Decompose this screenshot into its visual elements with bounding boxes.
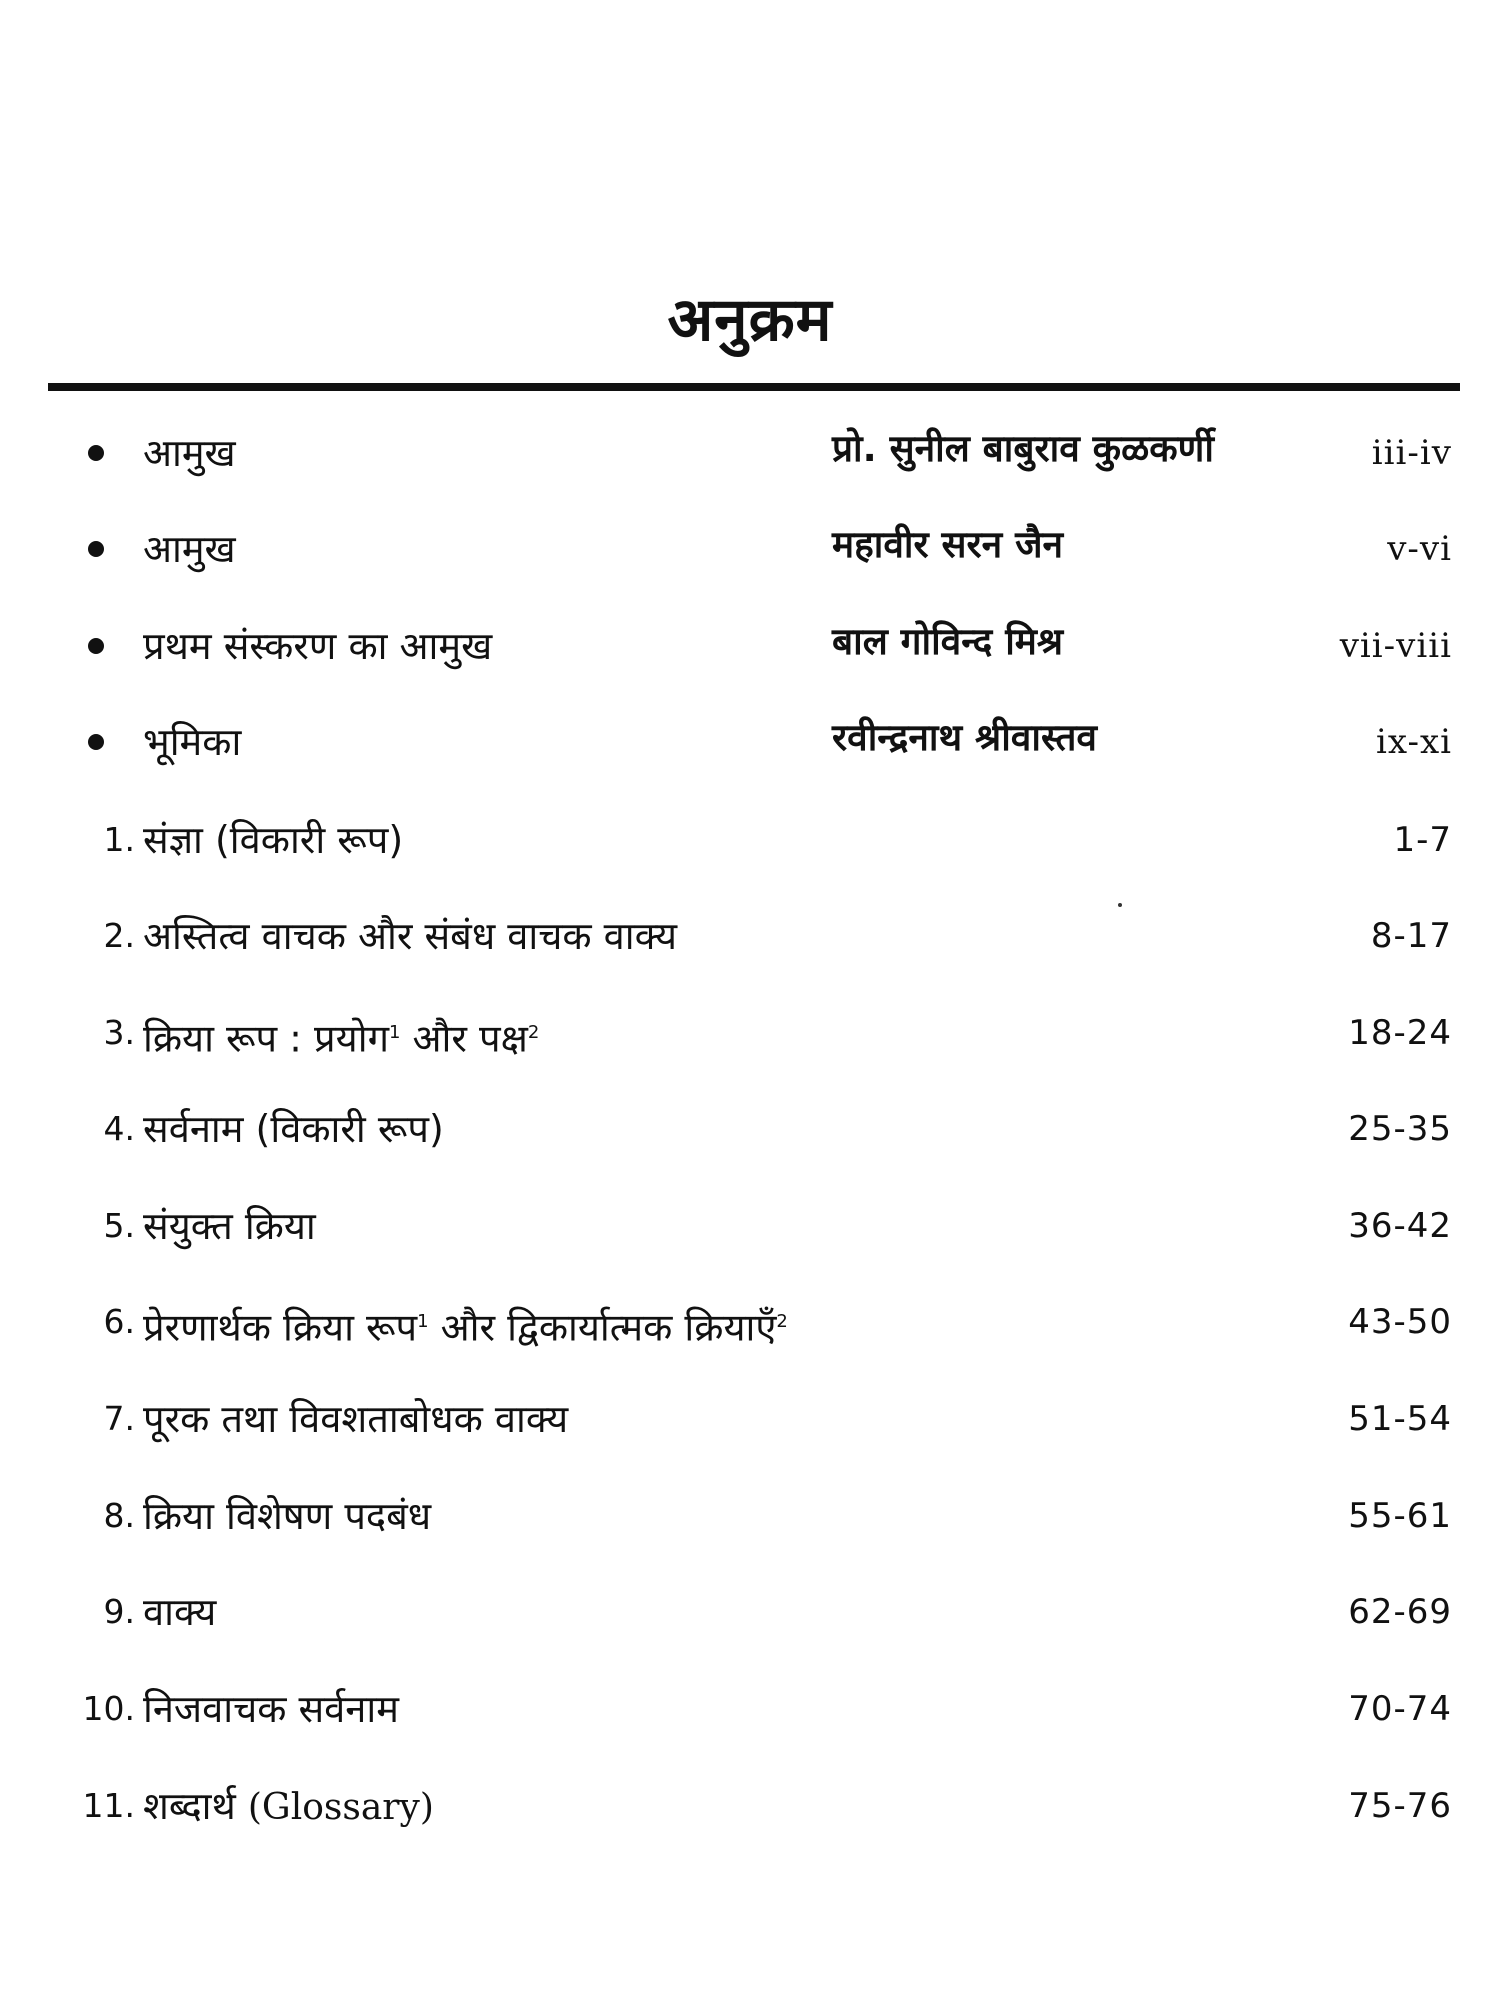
chapter-number: 9. [103,1592,135,1631]
chapter-entry[interactable] [0,1771,1500,1841]
chapter-title-text: क्रिया रूप : प्रयोग [143,1016,389,1061]
chapter-number: 6. [103,1302,135,1341]
chapter-entry[interactable] [0,1674,1500,1744]
chapter-entry[interactable] [0,1287,1500,1357]
page-range: 75-76 [1348,1786,1452,1826]
page-range: 51-54 [1348,1399,1452,1439]
page-range: 55-61 [1348,1496,1452,1536]
footnote-marker: 1 [388,1022,401,1043]
chapter-title: सर्वनाम (विकारी रूप) [143,1107,444,1151]
chapter-entry[interactable] [0,901,1500,971]
entry-author: प्रो. सुनील बाबुराव कुळकर्णी [832,427,1214,470]
chapter-title [143,1006,539,1066]
entry-title: प्रथम संस्करण का आमुख [143,624,493,668]
chapter-number: 10. [82,1689,135,1728]
page-range: iii-iv [1371,433,1452,473]
page-range: 62-69 [1348,1592,1452,1632]
chapter-title [143,1779,434,1835]
chapter-entry[interactable] [0,1577,1500,1647]
chapter-title-text: प्रेरणार्थक क्रिया रूप [143,1305,418,1350]
chapter-title: निजवाचक सर्वनाम [143,1687,399,1731]
title-rule [48,383,1460,391]
page-title: अनुक्रम [667,285,833,355]
chapter-title-text: शब्दार्थ [143,1784,248,1828]
chapter-title: संज्ञा (विकारी रूप) [143,818,404,862]
entry-author: बाल गोविन्द मिश्र [832,620,1064,663]
foreword-entry[interactable] [0,707,1500,777]
footnote-marker: 1 [417,1311,429,1332]
chapter-entry[interactable] [0,805,1500,875]
chapter-entry[interactable] [0,1191,1500,1261]
page-range: 25-35 [1348,1109,1452,1149]
chapter-number: 11. [82,1786,135,1825]
chapter-entry[interactable] [0,1384,1500,1454]
foreword-entry[interactable] [0,611,1500,681]
page-range: 70-74 [1348,1689,1452,1729]
chapter-title: संयुक्त क्रिया [143,1204,316,1248]
page-range: v-vi [1387,529,1452,569]
chapter-number: 4. [103,1109,135,1148]
chapter-number: 5. [103,1206,135,1245]
chapter-entry[interactable] [0,998,1500,1068]
chapter-entry[interactable] [0,1094,1500,1164]
chapter-number: 7. [103,1399,135,1438]
page-range: 18-24 [1348,1013,1452,1053]
chapter-number: 8. [103,1496,135,1535]
bullet-icon [88,734,104,750]
page-range: ix-xi [1376,722,1452,762]
foreword-entry[interactable] [0,514,1500,584]
chapter-title-text: और पक्ष [400,1016,528,1061]
footnote-marker: 2 [776,1311,788,1332]
entry-title: आमुख [143,527,236,571]
bullet-icon [88,638,104,654]
chapter-title: अस्तित्व वाचक और संबंध वाचक वाक्य [143,914,677,958]
chapter-title [143,1295,788,1355]
chapter-title-latin: (Glossary) [247,1787,434,1828]
chapter-title: पूरक तथा विवशताबोधक वाक्य [143,1397,569,1441]
bullet-icon [88,541,104,557]
bullet-icon [88,445,104,461]
page-range: 36-42 [1348,1206,1452,1246]
chapter-number: 2. [103,916,135,955]
entry-author: रवीन्द्रनाथ श्रीवास्तव [832,716,1097,759]
page-range: 8-17 [1370,916,1452,956]
page-range: 43-50 [1348,1302,1452,1342]
chapter-title: क्रिया विशेषण पदबंध [143,1494,432,1538]
entry-title: आमुख [143,431,236,475]
chapter-entry[interactable] [0,1481,1500,1551]
footnote-marker: 2 [527,1022,540,1043]
chapter-title-text: और द्विकार्यात्मक क्रियाएँ [428,1305,777,1350]
entry-author: महावीर सरन जैन [832,523,1064,566]
chapter-number: 3. [103,1013,135,1052]
page-range: vii-viii [1339,626,1452,666]
chapter-number: 1. [103,820,135,859]
chapter-title: वाक्य [143,1590,217,1634]
entry-title: भूमिका [143,720,242,764]
foreword-entry[interactable] [0,418,1500,488]
scan-speck [1118,903,1122,907]
page-range: 1-7 [1393,820,1452,860]
